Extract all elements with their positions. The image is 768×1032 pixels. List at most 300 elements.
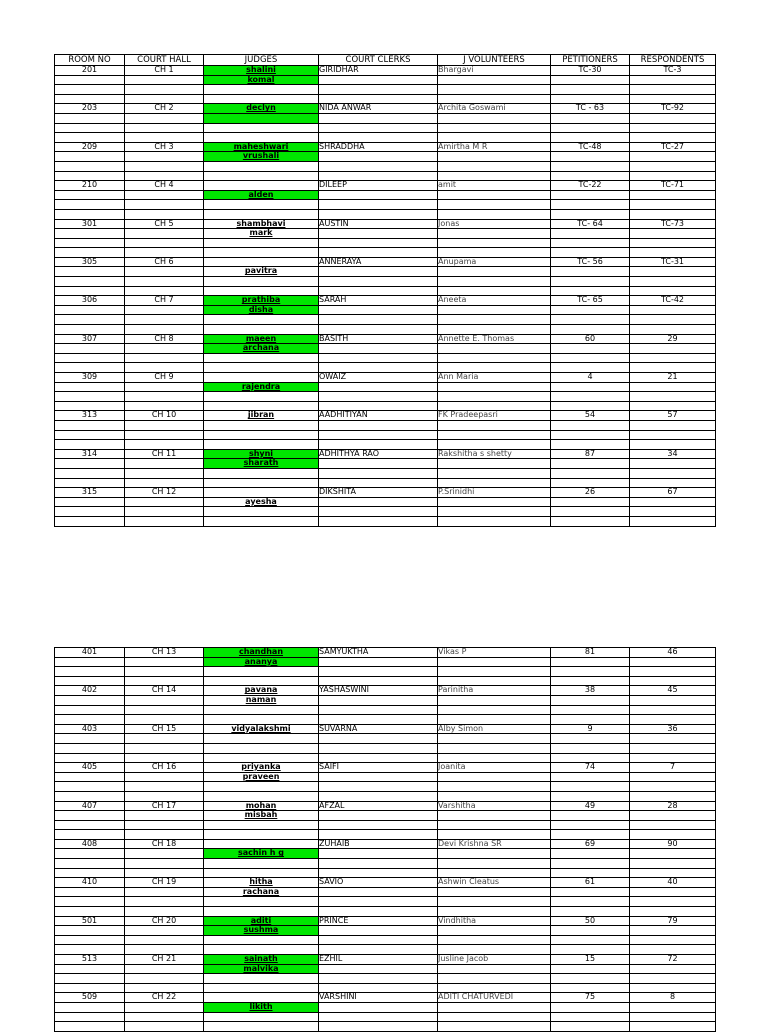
empty-cell [204, 667, 319, 677]
volunteer: Jonas [438, 219, 551, 229]
spacer-row [55, 133, 716, 143]
table-row [55, 648, 716, 658]
court-clerk: AADHITIYAN [319, 411, 438, 421]
spacer-row [55, 791, 716, 801]
empty-cell [125, 382, 204, 392]
room-number: 301 [55, 219, 125, 229]
empty-cell [55, 935, 125, 945]
empty-cell [630, 811, 716, 821]
empty-cell [551, 705, 630, 715]
spacer-row [55, 85, 716, 95]
empty-cell [551, 420, 630, 430]
table-row [55, 142, 716, 152]
empty-cell [319, 811, 438, 821]
empty-cell [319, 459, 438, 469]
respondents: 45 [630, 686, 716, 696]
judge-name: vrushali [204, 152, 319, 162]
empty-cell [630, 468, 716, 478]
table-row-cont [55, 382, 716, 392]
table-row-cont [55, 75, 716, 85]
empty-cell [125, 200, 204, 210]
empty-cell [319, 315, 438, 325]
spacer-row [55, 238, 716, 248]
empty-cell [55, 743, 125, 753]
petitioners: 81 [551, 648, 630, 658]
empty-cell [438, 830, 551, 840]
court-clerk: ZUHAIB [319, 839, 438, 849]
empty-cell [319, 353, 438, 363]
empty-cell [204, 123, 319, 133]
empty-cell [55, 1012, 125, 1022]
volunteer: Ashwin Cleatus [438, 878, 551, 888]
empty-cell [551, 743, 630, 753]
empty-cell [438, 392, 551, 402]
empty-cell [125, 859, 204, 869]
empty-cell [630, 113, 716, 123]
petitioners: 74 [551, 763, 630, 773]
empty-cell [438, 820, 551, 830]
judge-name: pavitra [204, 267, 319, 277]
empty-cell [125, 133, 204, 143]
empty-cell [319, 667, 438, 677]
empty-cell [204, 897, 319, 907]
room-number: 315 [55, 488, 125, 498]
empty-cell [319, 238, 438, 248]
petitioners: TC- 64 [551, 219, 630, 229]
empty-cell [125, 497, 204, 507]
empty-cell [319, 133, 438, 143]
empty-cell [55, 459, 125, 469]
empty-cell [55, 715, 125, 725]
judge-name: ayesha [204, 497, 319, 507]
petitioners: TC- 65 [551, 296, 630, 306]
empty-cell [551, 897, 630, 907]
table-row [55, 411, 716, 421]
empty-cell [125, 229, 204, 239]
table-row-cont [55, 229, 716, 239]
empty-cell [319, 440, 438, 450]
empty-cell [125, 420, 204, 430]
empty-cell [551, 440, 630, 450]
empty-cell [630, 209, 716, 219]
empty-cell [630, 440, 716, 450]
empty-cell [55, 133, 125, 143]
empty-cell [630, 238, 716, 248]
empty-cell [204, 209, 319, 219]
empty-cell [630, 344, 716, 354]
column-header: JUDGES [204, 55, 319, 66]
empty-cell [630, 830, 716, 840]
empty-cell [551, 1012, 630, 1022]
empty-cell [551, 248, 630, 258]
judge-name: sachin h g [204, 849, 319, 859]
empty-cell [551, 1022, 630, 1032]
empty-cell [125, 305, 204, 315]
empty-cell [204, 315, 319, 325]
judge-name: chandhan [204, 648, 319, 658]
volunteer: Amirtha M R [438, 142, 551, 152]
spacer-row [55, 315, 716, 325]
empty-cell [55, 75, 125, 85]
empty-cell [125, 459, 204, 469]
empty-cell [125, 734, 204, 744]
empty-cell [204, 200, 319, 210]
empty-cell [438, 811, 551, 821]
empty-cell [55, 344, 125, 354]
empty-cell [438, 907, 551, 917]
empty-cell [438, 897, 551, 907]
court-hall: CH 17 [125, 801, 204, 811]
judge-name: praveen [204, 772, 319, 782]
empty-cell [55, 123, 125, 133]
allocation-table-2 [54, 647, 716, 1032]
spacer-row [55, 743, 716, 753]
judge-name: rajendra [204, 382, 319, 392]
empty-cell [319, 743, 438, 753]
empty-cell [438, 667, 551, 677]
empty-cell [125, 238, 204, 248]
empty-cell [551, 133, 630, 143]
empty-cell [125, 209, 204, 219]
spacer-row [55, 715, 716, 725]
empty-cell [630, 190, 716, 200]
empty-cell [55, 113, 125, 123]
table-row [55, 449, 716, 459]
empty-cell [438, 248, 551, 258]
table-row-cont [55, 926, 716, 936]
empty-cell [55, 382, 125, 392]
empty-cell [204, 85, 319, 95]
judge-name: shambhavi [204, 219, 319, 229]
empty-cell [438, 715, 551, 725]
empty-cell [204, 715, 319, 725]
column-header: RESPONDENTS [630, 55, 716, 66]
empty-cell [551, 344, 630, 354]
respondents: 67 [630, 488, 716, 498]
empty-cell [630, 772, 716, 782]
judge-name: disha [204, 305, 319, 315]
table-row-cont [55, 190, 716, 200]
empty-cell [551, 695, 630, 705]
room-number: 309 [55, 373, 125, 383]
empty-cell [319, 782, 438, 792]
judge-name: rachana [204, 887, 319, 897]
empty-cell [204, 983, 319, 993]
respondents: 36 [630, 724, 716, 734]
empty-cell [125, 430, 204, 440]
empty-cell [55, 507, 125, 517]
judge-name: likith [204, 1002, 319, 1012]
empty-cell [630, 1022, 716, 1032]
court-hall: CH 22 [125, 993, 204, 1003]
empty-cell [125, 325, 204, 335]
empty-cell [55, 772, 125, 782]
court-hall: CH 8 [125, 334, 204, 344]
column-header: J VOLUNTEERS [438, 55, 551, 66]
empty-cell [319, 267, 438, 277]
court-clerk: SAIFI [319, 763, 438, 773]
table-row-cont [55, 497, 716, 507]
empty-cell [125, 190, 204, 200]
empty-cell [319, 859, 438, 869]
empty-cell [551, 734, 630, 744]
judge-name: alden [204, 190, 319, 200]
judge-name: sushma [204, 926, 319, 936]
spacer-row [55, 325, 716, 335]
empty-cell [551, 782, 630, 792]
empty-cell [125, 440, 204, 450]
empty-cell [551, 964, 630, 974]
empty-cell [438, 325, 551, 335]
respondents: 8 [630, 993, 716, 1003]
court-clerk: SUVARNA [319, 724, 438, 734]
empty-cell [438, 791, 551, 801]
empty-cell [55, 190, 125, 200]
room-number: 401 [55, 648, 125, 658]
empty-cell [319, 325, 438, 335]
empty-cell [204, 907, 319, 917]
table-row-cont [55, 887, 716, 897]
empty-cell [55, 811, 125, 821]
volunteer: Devi Krishna SR [438, 839, 551, 849]
table-row [55, 686, 716, 696]
empty-cell [551, 430, 630, 440]
empty-cell [204, 507, 319, 517]
empty-cell [55, 229, 125, 239]
judge-name: mark [204, 229, 319, 239]
empty-cell [204, 277, 319, 287]
empty-cell [55, 820, 125, 830]
empty-cell [319, 248, 438, 258]
empty-cell [551, 1002, 630, 1012]
respondents: 40 [630, 878, 716, 888]
table-row [55, 104, 716, 114]
empty-cell [319, 152, 438, 162]
empty-cell [125, 926, 204, 936]
volunteer: amit [438, 181, 551, 191]
spacer-row [55, 897, 716, 907]
judge-name: komal [204, 75, 319, 85]
empty-cell [319, 734, 438, 744]
empty-cell [551, 935, 630, 945]
empty-cell [438, 344, 551, 354]
empty-cell [551, 267, 630, 277]
empty-cell [55, 791, 125, 801]
empty-cell [438, 507, 551, 517]
empty-cell [319, 277, 438, 287]
empty-cell [630, 382, 716, 392]
empty-cell [55, 859, 125, 869]
empty-cell [438, 440, 551, 450]
empty-cell [204, 468, 319, 478]
empty-cell [125, 657, 204, 667]
empty-cell [438, 772, 551, 782]
empty-cell [630, 695, 716, 705]
table-row-cont [55, 267, 716, 277]
empty-cell [551, 315, 630, 325]
empty-cell [630, 229, 716, 239]
empty-cell [204, 935, 319, 945]
empty-cell [551, 459, 630, 469]
empty-cell [438, 209, 551, 219]
empty-cell [319, 344, 438, 354]
empty-cell [125, 353, 204, 363]
empty-cell [551, 229, 630, 239]
allocation-table-1 [54, 54, 716, 527]
respondents: 29 [630, 334, 716, 344]
court-hall: CH 1 [125, 66, 204, 76]
table-row [55, 296, 716, 306]
empty-cell [551, 75, 630, 85]
table-row-cont [55, 1002, 716, 1012]
empty-cell [204, 830, 319, 840]
empty-cell [630, 887, 716, 897]
court-hall: CH 12 [125, 488, 204, 498]
empty-cell [55, 238, 125, 248]
petitioners: 9 [551, 724, 630, 734]
empty-cell [204, 743, 319, 753]
empty-cell [551, 811, 630, 821]
empty-cell [55, 430, 125, 440]
empty-cell [204, 171, 319, 181]
empty-cell [125, 772, 204, 782]
volunteer: Alby Simon [438, 724, 551, 734]
judge-name: priyanka [204, 763, 319, 773]
empty-cell [630, 305, 716, 315]
court-clerk: ANNERAYA [319, 257, 438, 267]
table-row-cont [55, 344, 716, 354]
empty-cell [204, 325, 319, 335]
volunteer: ADITI CHATURVEDI [438, 993, 551, 1003]
empty-cell [630, 85, 716, 95]
empty-cell [630, 964, 716, 974]
empty-cell [319, 772, 438, 782]
empty-cell [319, 382, 438, 392]
empty-cell [204, 238, 319, 248]
empty-cell [204, 133, 319, 143]
empty-cell [55, 734, 125, 744]
court-hall: CH 19 [125, 878, 204, 888]
empty-cell [438, 497, 551, 507]
room-number: 402 [55, 686, 125, 696]
judge-name [204, 181, 319, 191]
volunteer: P.Srinidhi [438, 488, 551, 498]
court-hall: CH 18 [125, 839, 204, 849]
table-row [55, 66, 716, 76]
court-hall: CH 11 [125, 449, 204, 459]
empty-cell [319, 229, 438, 239]
respondents: TC-92 [630, 104, 716, 114]
empty-cell [438, 353, 551, 363]
room-number: 407 [55, 801, 125, 811]
empty-cell [319, 926, 438, 936]
empty-cell [630, 152, 716, 162]
judge-name: maheshwari [204, 142, 319, 152]
empty-cell [551, 772, 630, 782]
table-row-cont [55, 695, 716, 705]
empty-cell [319, 392, 438, 402]
judge-name: naman [204, 695, 319, 705]
empty-cell [438, 420, 551, 430]
empty-cell [125, 849, 204, 859]
empty-cell [630, 507, 716, 517]
empty-cell [630, 705, 716, 715]
empty-cell [438, 238, 551, 248]
empty-cell [55, 964, 125, 974]
judge-name: hitha [204, 878, 319, 888]
empty-cell [551, 468, 630, 478]
table-row [55, 724, 716, 734]
empty-cell [204, 392, 319, 402]
empty-cell [319, 190, 438, 200]
table-row [55, 878, 716, 888]
empty-cell [125, 344, 204, 354]
petitioners: 49 [551, 801, 630, 811]
empty-cell [551, 715, 630, 725]
respondents: TC-27 [630, 142, 716, 152]
empty-cell [125, 907, 204, 917]
spacer-row [55, 430, 716, 440]
empty-cell [319, 907, 438, 917]
spacer-row [55, 935, 716, 945]
empty-cell [125, 782, 204, 792]
volunteer: Bhargavi [438, 66, 551, 76]
empty-cell [319, 1022, 438, 1032]
table-row-cont [55, 657, 716, 667]
table-row-cont [55, 113, 716, 123]
court-clerk: SHRADDHA [319, 142, 438, 152]
empty-cell [319, 897, 438, 907]
spacer-row [55, 468, 716, 478]
judge-name: vidyalakshmi [204, 724, 319, 734]
table-row [55, 993, 716, 1003]
petitioners: 50 [551, 916, 630, 926]
empty-cell [319, 430, 438, 440]
empty-cell [630, 75, 716, 85]
respondents: 34 [630, 449, 716, 459]
empty-cell [204, 248, 319, 258]
petitioners: 61 [551, 878, 630, 888]
empty-cell [438, 229, 551, 239]
empty-cell [319, 715, 438, 725]
empty-cell [551, 152, 630, 162]
empty-cell [630, 820, 716, 830]
empty-cell [55, 1022, 125, 1032]
empty-cell [55, 85, 125, 95]
empty-cell [319, 161, 438, 171]
table-row [55, 181, 716, 191]
judge-name: mohan [204, 801, 319, 811]
room-number: 314 [55, 449, 125, 459]
judge-name: jibran [204, 411, 319, 421]
empty-cell [438, 964, 551, 974]
petitioners: 4 [551, 373, 630, 383]
empty-cell [55, 926, 125, 936]
empty-cell [438, 974, 551, 984]
empty-cell [55, 440, 125, 450]
empty-cell [630, 926, 716, 936]
empty-cell [630, 248, 716, 258]
court-clerk: SARAH [319, 296, 438, 306]
empty-cell [55, 849, 125, 859]
empty-cell [319, 705, 438, 715]
empty-cell [319, 791, 438, 801]
volunteer: Varshitha [438, 801, 551, 811]
empty-cell [438, 113, 551, 123]
spacer-row [55, 859, 716, 869]
empty-cell [630, 430, 716, 440]
court-clerk: AFZAL [319, 801, 438, 811]
